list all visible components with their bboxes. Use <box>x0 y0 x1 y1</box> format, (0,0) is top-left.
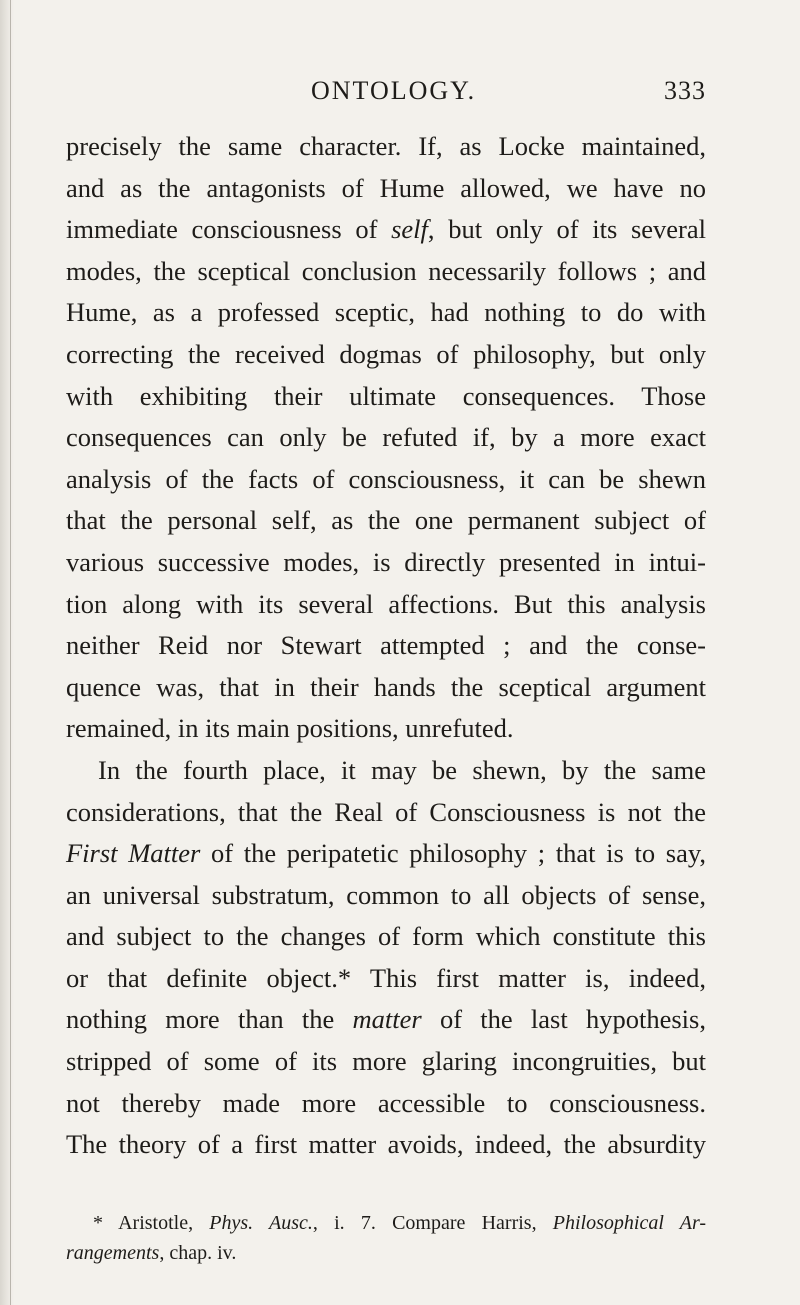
text-line: neither Reid nor Stewart attempted ; and the conse- <box>66 630 706 661</box>
page-number: 333 <box>664 76 706 105</box>
text-line: remained, in its main positions, unrefuted. <box>66 713 514 744</box>
text-line: quence was, that in their hands the sceptical argument <box>66 671 706 702</box>
text-line: not thereby made more accessible to consciousness. <box>66 1087 706 1118</box>
text-line: analysis of the facts of consciousness, it can be shewn <box>66 463 706 494</box>
text-line: modes, the sceptical conclusion necessarily follows ; and <box>66 255 706 286</box>
text-line: nothing more than the matter of the last hypothesis, <box>66 1004 706 1035</box>
body-text <box>66 126 706 1166</box>
emphasis: self <box>391 214 428 245</box>
text-line: or that definite object.* This first matter is, indeed, <box>66 962 706 993</box>
text-line: and as the antagonists of Hume allowed, we have no <box>66 172 706 203</box>
citation-title: Philosophical Ar- <box>552 1212 706 1234</box>
text-line: considerations, that the Real of Consciousness is not the <box>66 796 706 827</box>
text-line: precisely the same character. If, as Locke maintained, <box>66 131 706 161</box>
binding-edge <box>10 0 11 1305</box>
footnote-line: rangements, chap. iv. <box>66 1242 237 1264</box>
footnote <box>66 1208 706 1268</box>
text-line: stripped of some of its more glaring incongruities, but <box>66 1046 706 1077</box>
text-line: consequences can only be refuted if, by a more exact <box>66 422 706 453</box>
emphasis: matter <box>352 1004 422 1035</box>
text-line: Hume, as a professed sceptic, had nothing to do with <box>66 297 706 328</box>
emphasis: First Matter <box>66 838 201 869</box>
footnote-marker: * <box>93 1212 103 1234</box>
text-line: immediate consciousness of self, but only of its several <box>66 214 707 245</box>
text-line: that the personal self, as the one permanent subject of <box>66 505 706 536</box>
text-line: and subject to the changes of form which constitute this <box>66 921 706 952</box>
page-header <box>0 76 800 116</box>
text-line: various successive modes, is directly presented in intui- <box>66 546 706 577</box>
text-line: tion along with its several affections. But this analysis <box>66 588 706 619</box>
text-line: an universal substratum, common to all objects of sense, <box>66 879 706 910</box>
citation-title: rangements <box>66 1242 160 1264</box>
running-head: ONTOLOGY. <box>311 76 477 105</box>
text-line: The theory of a first matter avoids, indeed, the absurdity <box>66 1129 706 1160</box>
text-line: First Matter of the peripatetic philosophy ; that is to say, <box>66 838 706 869</box>
page-gutter-shadow <box>0 0 14 1305</box>
text-line: with exhibiting their ultimate consequences. Those <box>66 380 706 411</box>
citation-title: Phys. Ausc. <box>209 1212 313 1234</box>
footnote-line: * Aristotle, Phys. Ausc., i. 7. Compare Harris, Philosophical Ar- <box>93 1212 706 1234</box>
text-line: correcting the received dogmas of philosophy, but only <box>66 338 706 369</box>
text-line: In the fourth place, it may be shewn, by the same <box>98 754 706 785</box>
